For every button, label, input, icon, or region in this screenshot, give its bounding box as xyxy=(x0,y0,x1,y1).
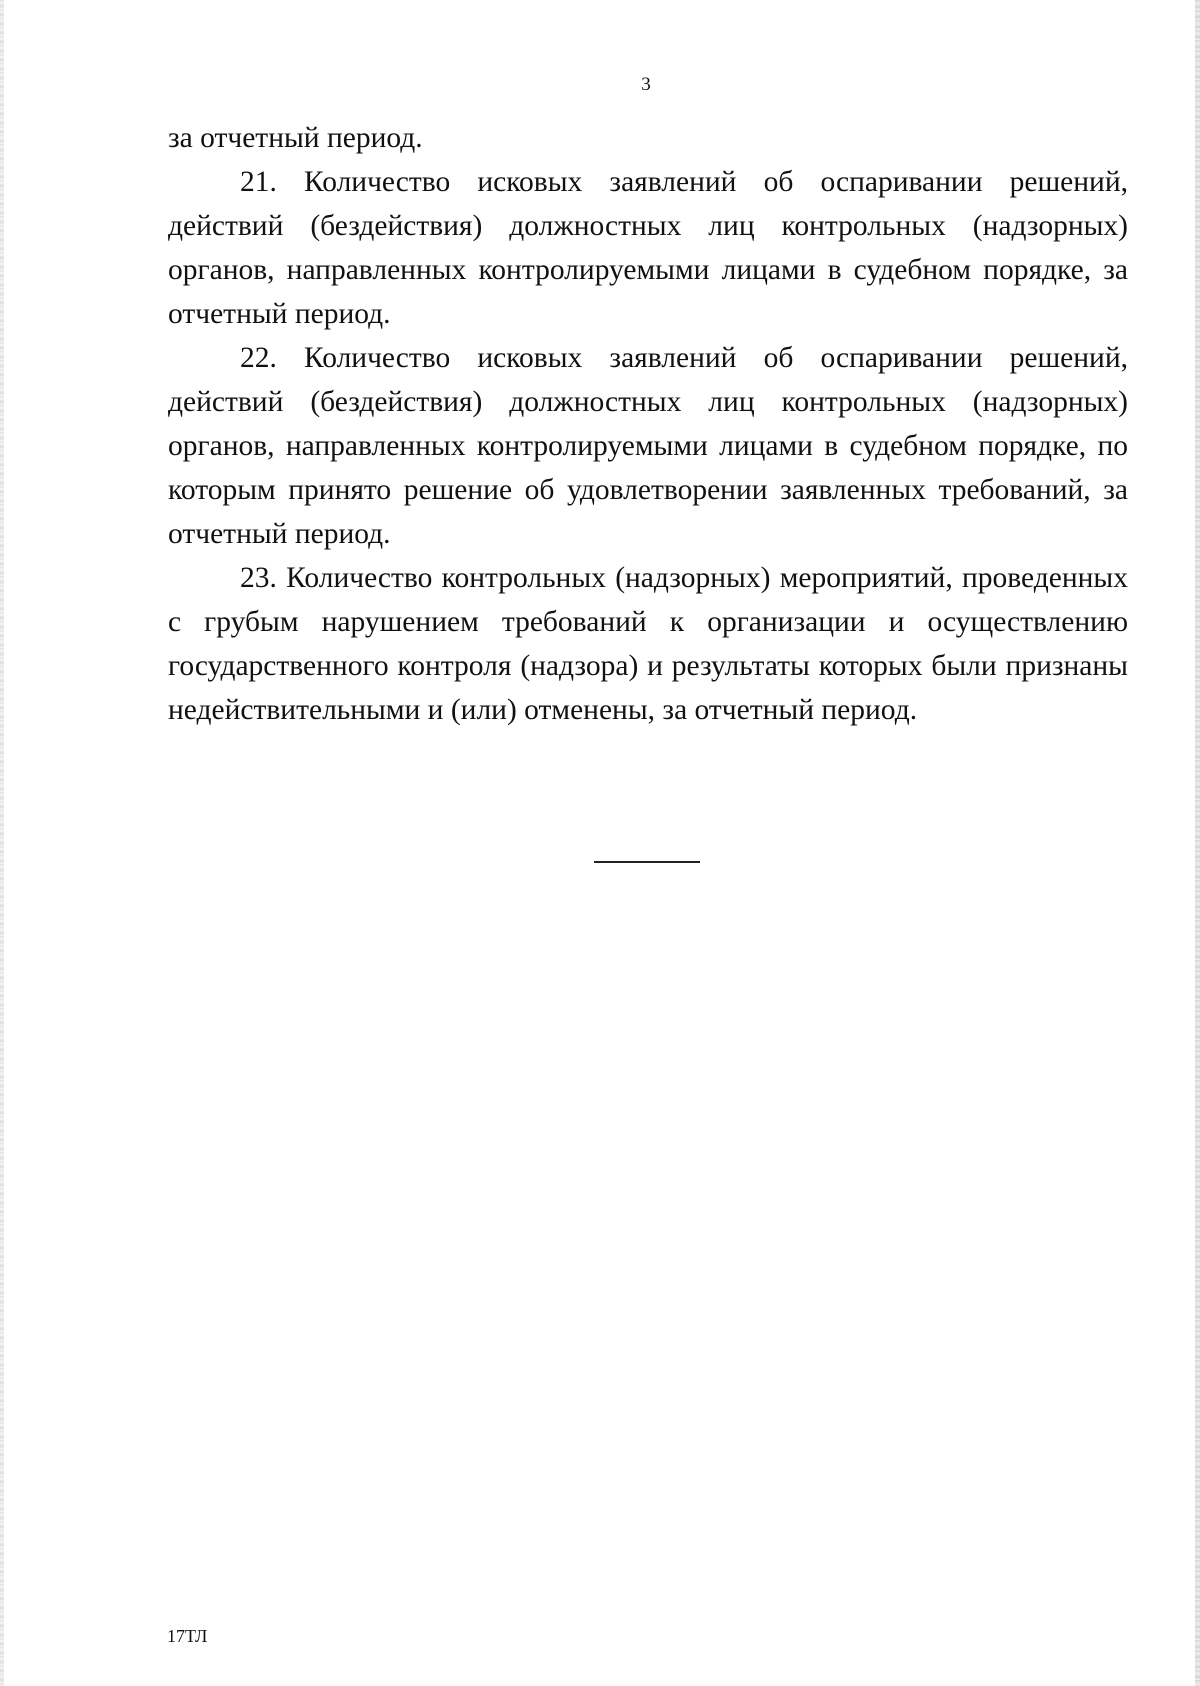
scan-edge-left xyxy=(0,0,4,1686)
document-body xyxy=(168,116,1128,732)
end-divider-line xyxy=(594,861,700,863)
document-code: 17ТЛ xyxy=(167,1626,208,1646)
paragraph-item-21: 21. Количество исковых заявлений об оспаривании решений, действий (бездействия) должностных лиц контрольных (надзорных) органов, направленных контролируемыми лицами в судебном порядке, за отчетный период. xyxy=(168,166,1128,330)
paragraph-continuation: за отчетный период. xyxy=(168,122,423,154)
paragraph-item-22: 22. Количество исковых заявлений об оспаривании решений, действий (бездействия) должностных лиц контрольных (надзорных) органов, направленных контролируемыми лицами в судебном порядке, по которым принято решение об удовлетворении заявленных требований, за отчетный период. xyxy=(168,342,1128,550)
page-number: 3 xyxy=(641,74,651,95)
scan-edge-right xyxy=(1195,0,1200,1686)
paragraph-item-23: 23. Количество контрольных (надзорных) мероприятий, проведенных с грубым нарушением требований к организации и осуществлению государственного контроля (надзора) и результаты которых были признаны недействительными и (или) отменены, за отчетный период. xyxy=(168,562,1128,726)
